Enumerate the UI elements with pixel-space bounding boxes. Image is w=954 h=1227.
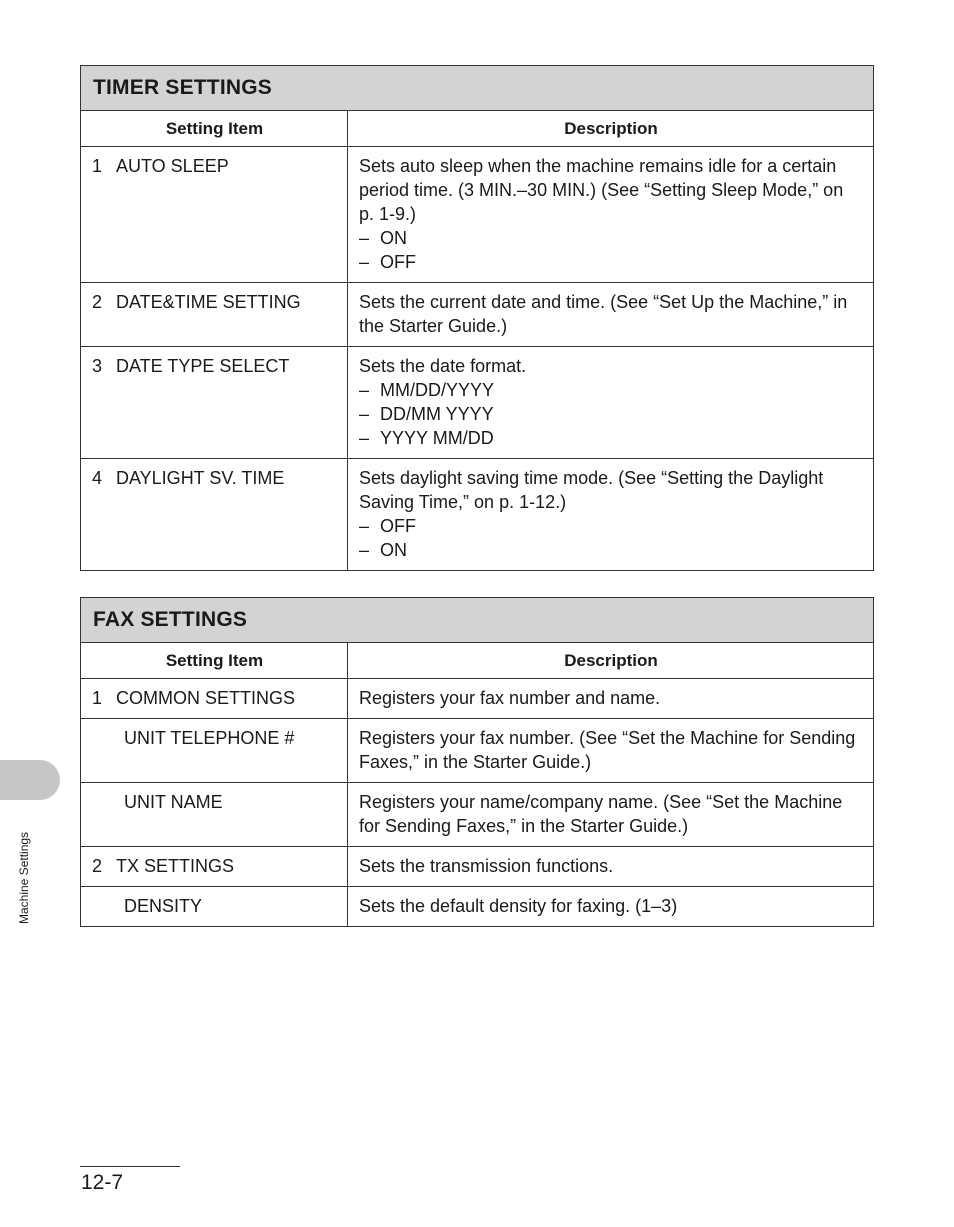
column-header-description: Description bbox=[564, 119, 658, 138]
setting-item-cell: DENSITY bbox=[81, 887, 348, 926]
table-row bbox=[81, 719, 873, 783]
setting-item-cell bbox=[81, 679, 348, 718]
timer-settings-table bbox=[80, 65, 874, 571]
item-name: DAYLIGHT SV. TIME bbox=[116, 468, 285, 488]
setting-item-cell: UNIT NAME bbox=[81, 783, 348, 846]
page-number: 12-7 bbox=[81, 1171, 124, 1194]
option-item: – ON bbox=[359, 538, 863, 562]
chapter-side-label: Machine Settings bbox=[17, 831, 31, 924]
option-item: – YYYY MM/DD bbox=[359, 426, 863, 450]
chapter-tab bbox=[0, 760, 60, 800]
item-name: DATE TYPE SELECT bbox=[116, 356, 290, 376]
fax-settings-table bbox=[80, 597, 874, 927]
description-cell: Registers your fax number. (See “Set the Machine for Sending Faxes,” in the Starter Guide.) bbox=[359, 728, 856, 772]
page-number-rule bbox=[80, 1166, 180, 1167]
description-cell bbox=[348, 147, 873, 282]
table-row bbox=[81, 459, 873, 570]
item-name: DATE&TIME SETTING bbox=[116, 292, 301, 312]
item-number: 4 bbox=[92, 468, 103, 488]
description-cell bbox=[348, 283, 873, 346]
setting-item-cell bbox=[81, 147, 348, 282]
item-name: TX SETTINGS bbox=[116, 856, 235, 876]
setting-item-cell: UNIT TELEPHONE # bbox=[81, 719, 348, 782]
option-item: – OFF bbox=[359, 250, 863, 274]
table-row bbox=[81, 887, 873, 926]
table-row bbox=[81, 847, 873, 887]
setting-item-cell bbox=[81, 347, 348, 458]
timer-settings-title: TIMER SETTINGS bbox=[81, 66, 873, 111]
option-item: – MM/DD/YYYY bbox=[359, 378, 863, 402]
item-number: 2 bbox=[92, 856, 103, 876]
setting-item-cell bbox=[81, 459, 348, 570]
column-header-setting-item: Setting Item bbox=[81, 111, 348, 146]
item-number: 1 bbox=[92, 156, 103, 176]
table-row bbox=[81, 283, 873, 347]
table-row bbox=[81, 783, 873, 847]
description-cell: Registers your fax number and name. bbox=[359, 688, 661, 708]
description-cell: Sets the transmission functions. bbox=[359, 856, 614, 876]
item-number: 2 bbox=[92, 292, 103, 312]
setting-item-cell bbox=[81, 283, 348, 346]
item-number: 1 bbox=[92, 688, 103, 708]
setting-item-cell bbox=[81, 847, 348, 886]
table-header-row bbox=[81, 111, 873, 147]
table-row bbox=[81, 147, 873, 283]
description-cell bbox=[348, 347, 873, 458]
description-text: Sets the date format. bbox=[359, 356, 527, 376]
fax-settings-title: FAX SETTINGS bbox=[81, 598, 873, 643]
column-header-description: Description bbox=[564, 651, 658, 670]
option-item: – DD/MM YYYY bbox=[359, 402, 863, 426]
item-name: COMMON SETTINGS bbox=[116, 688, 295, 708]
option-item: – ON bbox=[359, 226, 863, 250]
description-text: Sets daylight saving time mode. (See “Setting the Daylight Saving Time,” on p. 1-12.) bbox=[359, 468, 824, 512]
item-name: AUTO SLEEP bbox=[116, 156, 229, 176]
description-cell: Registers your name/company name. (See “Set the Machine for Sending Faxes,” in the Starter Guide.) bbox=[359, 792, 843, 836]
table-row bbox=[81, 347, 873, 459]
description-text: Sets auto sleep when the machine remains idle for a certain period time. (3 MIN.–30 MIN.) (See “Setting Sleep Mode,” on p. 1-9.) bbox=[359, 156, 844, 224]
item-number: 3 bbox=[92, 356, 103, 376]
description-cell: Sets the default density for faxing. (1–3) bbox=[359, 896, 678, 916]
table-row bbox=[81, 679, 873, 719]
table-header-row bbox=[81, 643, 873, 679]
option-item: – OFF bbox=[359, 514, 863, 538]
column-header-setting-item: Setting Item bbox=[81, 643, 348, 678]
description-cell bbox=[348, 459, 873, 570]
description-text: Sets the current date and time. (See “Set Up the Machine,” in the Starter Guide.) bbox=[359, 292, 848, 336]
